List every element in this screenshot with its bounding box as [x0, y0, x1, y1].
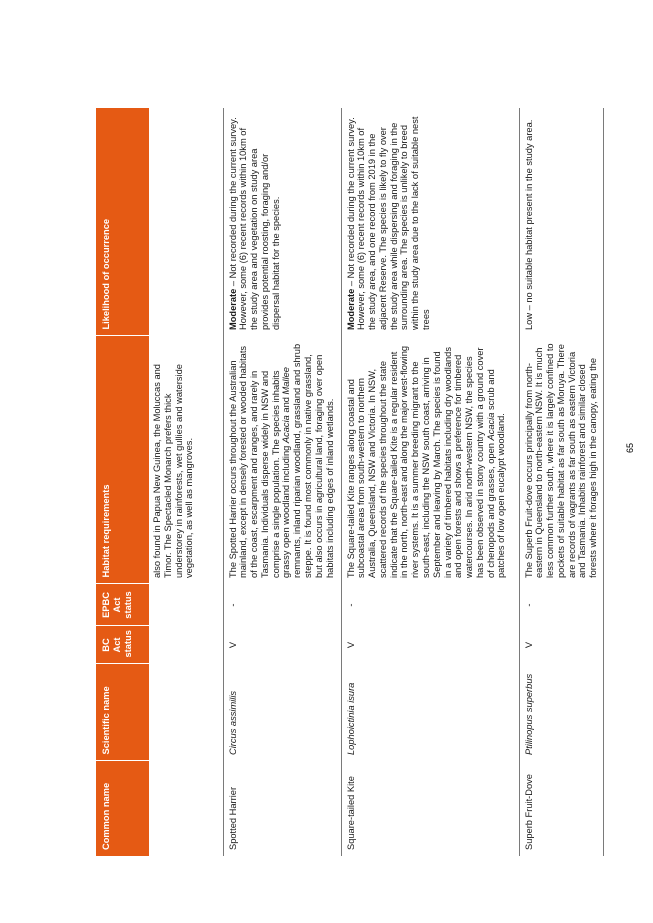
- cell-habitat: The Square-tailed Kite ranges along coastal and subcoastal areas from south-western to northern Australia, Queensland, NSW and Victoria. In NSW, scattered records of the species throughout the state indicate that the Square-tailed Kite is a regular resident in the north, north-east and along the major west-flowing river systems. It is a summer breeding migrant to the south-east, including the NSW south coast, arriving in September and leaving by March. The species is found in a variety of timbered habitats including dry woodlands and open forests and shows a preference for timbered watercourses. In arid north-western NSW, the species has been observed in stony country with a ground cover of chenopods and grasses, open Acacia scrub and patches of low open eucalypt woodland.: [341, 336, 519, 584]
- cell-common-name: [149, 761, 223, 856]
- cell-bc-status: [149, 626, 223, 664]
- species-table: [96, 108, 604, 857]
- header-epbc-act-status: EPBC Act status: [96, 584, 149, 626]
- cell-habitat: also found in Papua New Guinea, the Moluccas and Timor. The Spectacled Monarch prefers thick understorey in rainforests, wet gullies and waterside vegetation, as well as mangroves.: [149, 336, 223, 584]
- cell-common-name: Spotted Harrier: [223, 761, 341, 856]
- cell-habitat: The Superb Fruit-dove occurs principally from north-eastern in Queensland to north-eastern NSW. It is much less common further south, where it is largely confined to pockets of suitable habitat as far south as Moruya. There are records of vagrants as far south as eastern Victoria and Tasmania. Inhabits rainforest and similar closed forests where it forages high in the canopy, eating the: [519, 336, 603, 584]
- header-likelihood-of-occurrence: Likelihood of occurrence: [96, 108, 149, 336]
- cell-scientific-name: Lophoictinia isura: [341, 664, 519, 761]
- cell-scientific-name: Circus assimilis: [223, 664, 341, 761]
- table-row: [519, 108, 603, 856]
- cell-common-name: Superb Fruit-Dove: [519, 761, 603, 856]
- header-common-name: Common name: [96, 761, 149, 856]
- header-bc-act-status: BC Act status: [96, 626, 149, 664]
- cell-epbc-status: -: [519, 584, 603, 626]
- cell-common-name: Square-tailed Kite: [341, 761, 519, 856]
- cell-likelihood: Low – no suitable habitat present in the study area.: [519, 108, 603, 336]
- cell-likelihood: Moderate – Not recorded during the current survey. However, some (6) recent records within 10km of the study area, and one record from 2019 in the adjacent Reserve. The species is likely to fly over the study area while dispersing and foraging in the surrounding area. The species is unlikely to breed within the study area due to the lack of suitable nest trees: [341, 108, 519, 336]
- table-row: [341, 108, 519, 856]
- table-row: [223, 108, 341, 856]
- cell-likelihood: [149, 108, 223, 336]
- header-scientific-name: Scientific name: [96, 664, 149, 761]
- cell-bc-status: V: [341, 626, 519, 664]
- table-row: [149, 108, 223, 856]
- cell-bc-status: V: [519, 626, 603, 664]
- cell-likelihood: Moderate – Not recorded during the current survey. However, some (6) recent records within 10km of the study area and vegetation on study area provides potential roosting, foraging and/or dispersal habitat for the species.: [223, 108, 341, 336]
- header-habitat-requirements: Habitat requirements: [96, 336, 149, 584]
- rotated-table-sheet: [96, 108, 599, 856]
- cell-scientific-name: Ptilinopus superbus: [519, 664, 603, 761]
- page-number: 65: [625, 443, 635, 454]
- cell-scientific-name: [149, 664, 223, 761]
- cell-epbc-status: -: [341, 584, 519, 626]
- cell-epbc-status: [149, 584, 223, 626]
- cell-habitat: The Spotted Harrier occurs throughout the Australian mainland, except in densely forested or wooded habitats of the coast, escarpment and ranges, and rarely in Tasmania. Individuals disperse widely in NSW and comprise a single population. The species inhabits grassy open woodland including Acacia and Mallee remnants, inland riparian woodland, grassland and shrub steppe. It is found most commonly in native grassland, but also occurs in agricultural land, foraging over open habitats including edges of inland wetlands.: [223, 336, 341, 584]
- table-header-row: [96, 108, 149, 856]
- cell-bc-status: V: [223, 626, 341, 664]
- cell-epbc-status: -: [223, 584, 341, 626]
